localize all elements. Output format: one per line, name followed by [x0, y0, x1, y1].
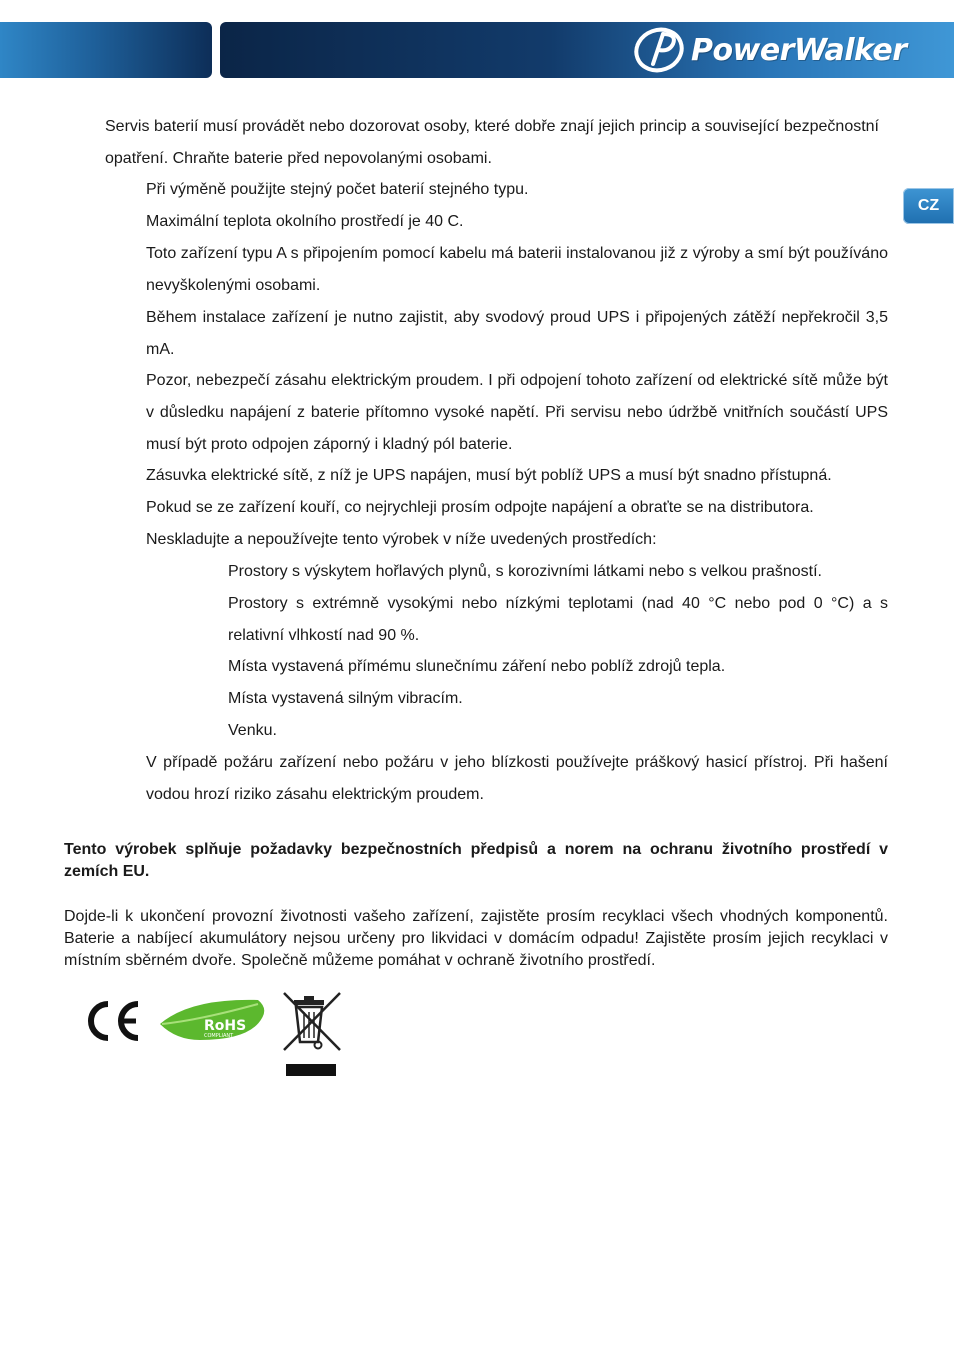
list-item: Během instalace zařízení je nutno zajistit, aby svodový proud UPS i připojených zátěží nepřekročil 3,5 mA.: [146, 309, 888, 358]
fire-note: V případě požáru zařízení nebo požáru v jeho blízkosti používejte práškový hasicí přístroj. Při hašení vodou hrozí riziko zásahu elektrickým proudem.: [146, 754, 888, 803]
certification-marks: [80, 990, 360, 1080]
brand-name: PowerWalker: [691, 32, 907, 68]
language-tab-cz[interactable]: CZ: [903, 188, 954, 224]
powerwalker-emblem-icon: [633, 26, 687, 74]
rohs-sub-label: COMPLIANT: [204, 1033, 234, 1039]
ce-label: CE: [80, 990, 82, 991]
list-item: Při výměně použijte stejný počet baterií stejného typu.: [146, 181, 529, 198]
sub-list-item: Místa vystavená přímému slunečnímu záření nebo poblíž zdrojů tepla.: [228, 658, 726, 675]
ce-mark-icon: [80, 990, 138, 1038]
intro-paragraph: Servis baterií musí provádět nebo dozorovat osoby, které dobře znají jejich princip a související bezpečnostní opatření. Chraňte baterie před nepovolanými osobami.: [105, 118, 879, 167]
sub-list-item: Prostory s extrémně vysokými nebo nízkými teplotami (nad 40 °C nebo pod 0 °C) a s relativní vlhkostí nad 90 %.: [228, 595, 888, 644]
header-bar-left: [0, 22, 212, 78]
brand-logo: [633, 26, 907, 74]
certification-marks-svg: [80, 990, 360, 1080]
rohs-leaf-icon: [160, 1000, 264, 1040]
list-item: Maximální teplota okolního prostředí je 40 C.: [146, 213, 464, 230]
recycling-paragraph: Dojde-li k ukončení provozní životnosti vašeho zařízení, zajistěte prosím recyklaci všech vhodných komponentů. Baterie a nabíjecí akumulátory nejsou určeny pro likvidaci v domácím odpadu! Zajistěte prosím jejich recyklaci v místním sběrném dvoře. Společně můžeme pomáhat v ochraně životního prostředí.: [64, 908, 888, 969]
crossed-out-wheelie-bin-icon: [284, 993, 340, 1076]
rohs-label: RoHS: [204, 1018, 247, 1034]
sub-list-item: Místa vystavená silným vibracím.: [228, 690, 463, 707]
list-item: Toto zařízení typu A s připojením pomocí kabelu má baterii instalovanou již z výroby a smí být používáno nevyškolenými osobami.: [146, 245, 888, 294]
list-item: Pokud se ze zařízení kouří, co nejrychleji prosím odpojte napájení a obraťte se na distributora.: [146, 499, 814, 516]
compliance-statement: Tento výrobek splňuje požadavky bezpečnostních předpisů a norem na ochranu životního prostředí v zemích EU.: [64, 841, 888, 880]
list-item: Pozor, nebezpečí zásahu elektrickým proudem. I při odpojení tohoto zařízení od elektrické sítě může být v důsledku napájení z baterie přítomno vysoké napětí. Při servisu nebo údržbě vnitřních součástí UPS musí být proto odpojen záporný i kladný pól baterie.: [146, 372, 888, 453]
list-item: Zásuvka elektrické sítě, z níž je UPS napájen, musí být poblíž UPS a musí být snadno přístupná.: [146, 467, 832, 484]
sub-list-item: Venku.: [228, 722, 277, 739]
list-item: Neskladujte a nepoužívejte tento výrobek v níže uvedených prostředích:: [146, 531, 657, 548]
sub-list-item: Prostory s výskytem hořlavých plynů, s korozivními látkami nebo s velkou prašností.: [228, 563, 822, 580]
